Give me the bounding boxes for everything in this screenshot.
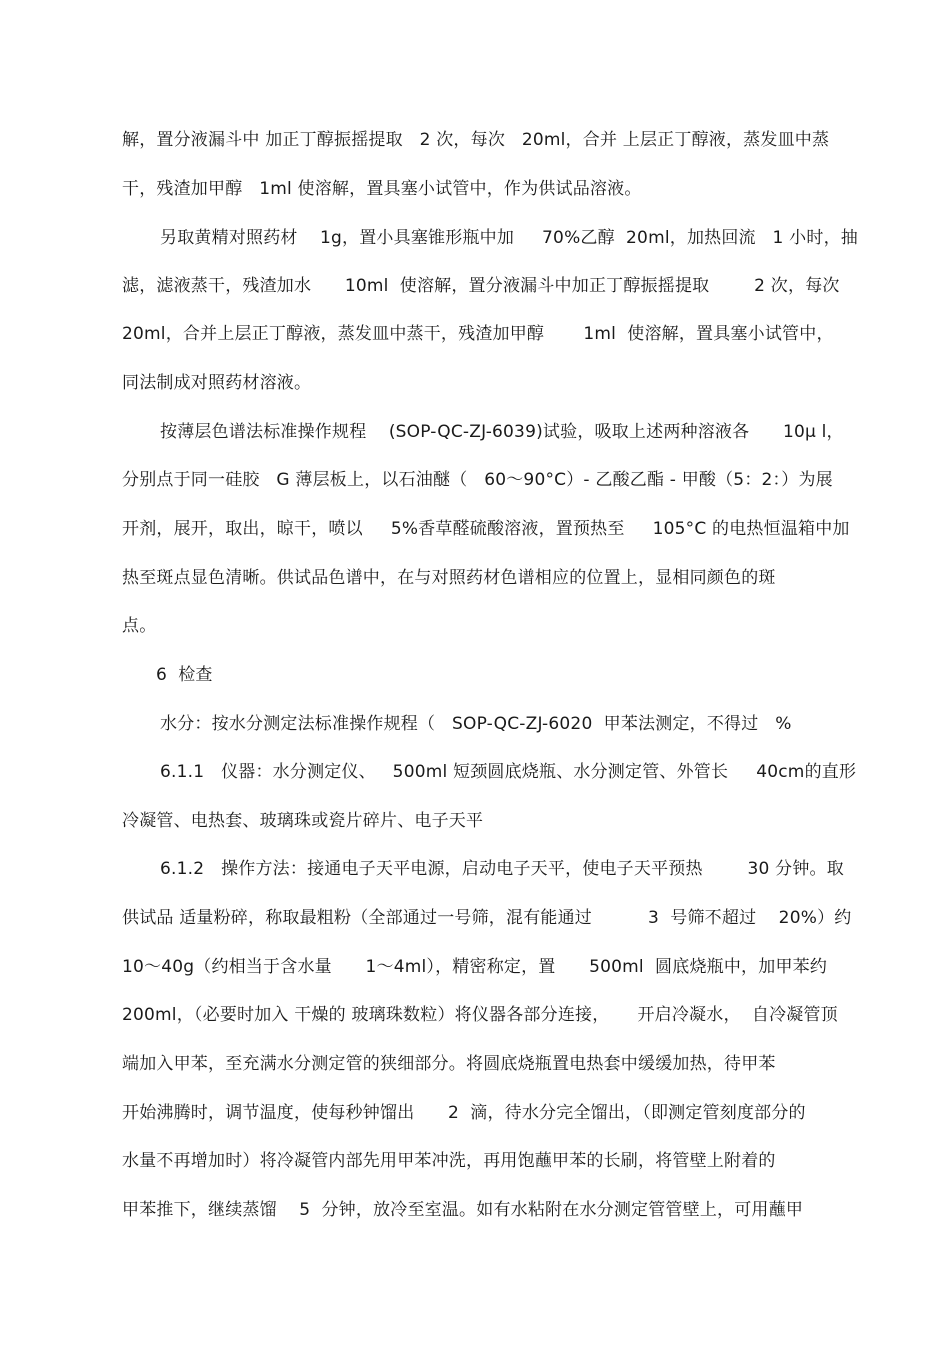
text-line: 干，残渣加甲醇 1ml 使溶解，置具塞小试管中，作为供试品溶液。	[122, 179, 642, 199]
text-line: 甲苯推下，继续蒸馏 5 分钟，放冷至室温。如有水粘附在水分测定管管壁上，可用蘸甲	[122, 1200, 804, 1220]
section-heading: 6 检查	[156, 665, 213, 685]
text-line: 同法制成对照药材溶液。	[122, 373, 312, 393]
text-line: 水量不再增加时）将冷凝管内部先用甲苯冲洗，再用饱蘸甲苯的长刷，将管壁上附着的	[122, 1151, 776, 1171]
text-line: 20ml，合并上层正丁醇液，蒸发皿中蒸干，残渣加甲醇 1ml 使溶解，置具塞小试管中，	[122, 324, 834, 344]
text-line: 开剂，展开，取出，晾干，喷以 5%香草醛硫酸溶液，置预热至 105°C 的电热恒温箱中加	[122, 519, 850, 539]
text-line: 滤，滤液蒸干，残渣加水 10ml 使溶解，置分液漏斗中加正丁醇振摇提取 2 次，每次	[122, 276, 840, 296]
text-line: 200ml，（必要时加入 干燥的 玻璃珠数粒）将仪器各部分连接， 开启冷凝水， 自冷凝管顶	[122, 1005, 838, 1025]
text-line: 供试品 适量粉碎，称取最粗粉（全部通过一号筛，混有能通过 3 号筛不超过 20%）约	[122, 908, 852, 928]
text-line: 端加入甲苯，至充满水分测定管的狭细部分。将圆底烧瓶置电热套中缓缓加热，待甲苯	[122, 1054, 776, 1074]
text-line: 6.1.2 操作方法：接通电子天平电源，启动电子天平，使电子天平预热 30 分钟。取	[160, 859, 844, 879]
text-line: 按薄层色谱法标准操作规程 (SOP-QC-ZJ-6039)试验，吸取上述两种溶液各 10μ l，	[160, 422, 844, 442]
text-line: 开始沸腾时，调节温度，使每秒钟馏出 2 滴，待水分完全馏出，（即测定管刻度部分的	[122, 1103, 806, 1123]
text-line: 热至斑点显色清晰。供试品色谱中，在与对照药材色谱相应的位置上，显相同颜色的斑	[122, 568, 776, 588]
text-line: 解，置分液漏斗中 加正丁醇振摇提取 2 次，每次 20ml，合并 上层正丁醇液，蒸发皿中蒸	[122, 130, 830, 150]
text-line: 水分：按水分测定法标准操作规程（ SOP-QC-ZJ-6020 甲苯法测定，不得过 %	[160, 714, 792, 734]
text-line: 另取黄精对照药材 1g，置小具塞锥形瓶中加 70%乙醇 20ml，加热回流 1 小时，抽	[160, 228, 858, 248]
text-line: 点。	[122, 616, 157, 636]
text-line: 6.1.1 仪器：水分测定仪、 500ml 短颈圆底烧瓶、水分测定管、外管长 40cm的直形	[160, 762, 857, 782]
text-line: 冷凝管、电热套、玻璃珠或瓷片碎片、电子天平	[122, 811, 484, 831]
text-line: 10～40g（约相当于含水量 1～4ml），精密称定，置 500ml 圆底烧瓶中，加甲苯约	[122, 957, 828, 977]
text-line: 分别点于同一硅胶 G 薄层板上，以石油醚（ 60～90°C）- 乙酸乙酯 - 甲酸（5：2：）为展	[122, 470, 833, 490]
